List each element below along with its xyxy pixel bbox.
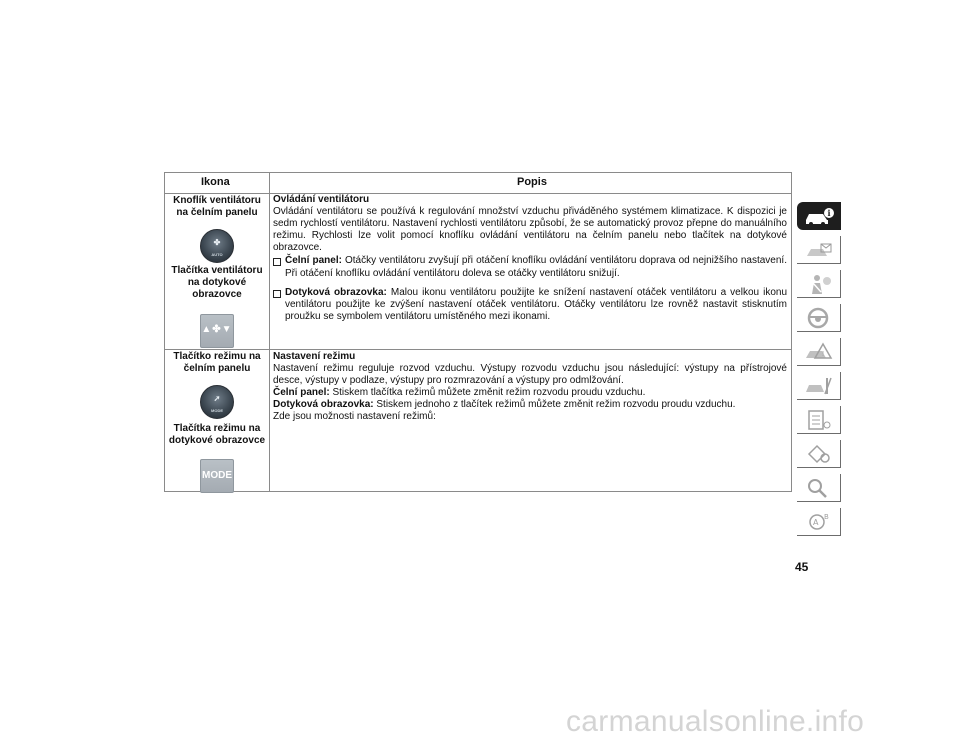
fan-knob-label: Knoflík ventilátoru na čelním panelu: [173, 195, 261, 218]
column-divider: [269, 173, 270, 491]
car-service-tools-icon[interactable]: [797, 372, 841, 400]
steering-wheel-icon[interactable]: [797, 304, 841, 332]
page-number: 45: [795, 560, 809, 574]
fan-bullet-front-panel: Čelní panel: Otáčky ventilátoru zvyšují při otáčení knoflíku ovládání ventilátoru doprava od nejnižšího nastavení. Při otáčení knoflíku ovládání ventilátoru doleva se otáčky ventilátoru snižují.: [273, 255, 787, 279]
car-breakdown-icon[interactable]: [797, 338, 841, 366]
languages-icon[interactable]: [797, 508, 841, 536]
mode-outro: Zde jsou možnosti nastavení režimů:: [273, 411, 436, 423]
mode-touch-button-icon: MODE: [200, 459, 234, 493]
mode-front-panel: Čelní panel: Stiskem tlačítka režimů můžete změnit režim rozvodu proudu vzduchu.: [273, 387, 646, 399]
mode-description: [273, 351, 787, 424]
fan-knob-icon: ✤ AUTO: [200, 229, 234, 263]
svg-text:i: i: [827, 208, 831, 218]
svg-text:A: A: [813, 518, 819, 527]
table-header: [165, 173, 791, 194]
specifications-icon[interactable]: [797, 406, 841, 434]
multimedia-icon[interactable]: [797, 440, 841, 468]
svg-text:B: B: [824, 513, 829, 521]
fan-title: Ovládání ventilátoru: [273, 194, 370, 205]
mode-touch-label: Tlačítka režimu na dotykové obrazovce: [168, 423, 266, 446]
fan-icon-cell: [165, 195, 269, 348]
mode-touchscreen: Dotyková obrazovka: Stiskem jednoho z tlačítek režimů můžete změnit režim rozvodu proudu vzduchu.: [273, 399, 736, 411]
mode-intro: Nastavení režimu reguluje rozvod vzduchu. Výstupy rozvodu vzduchu jsou následující: výstupy na přístrojové desce, výstupy v podlaze, výstupy pro rozmrazování a výstupy pro odmlžování.: [273, 363, 787, 387]
climate-controls-table: [164, 172, 792, 492]
svg-text:!: !: [821, 350, 825, 358]
row-divider: [165, 349, 791, 350]
mode-icon-cell: [165, 351, 269, 493]
fan-touch-buttons-icon: ▲✤▼: [200, 314, 234, 348]
fan-description: [273, 194, 787, 323]
fan-bullet-touchscreen: Dotyková obrazovka: Malou ikonu ventilátoru použijte ke snížení nastavení otáček ventilátoru a velkou ikonu ventilátoru použijte ke zvýšení nastavení otáček ventilátoru. Otáčky ventilátoru lze rovněž nastavit stisknutím proužku se symbolem ventilátoru umístěného mezi ikonami.: [273, 287, 787, 323]
mode-title: Nastavení režimu: [273, 351, 356, 362]
watermark: carmanualsonline.info: [566, 705, 865, 738]
mode-knob-icon: ➚ MODE: [200, 385, 234, 419]
mode-knob-label: Tlačítko režimu na čelním panelu: [173, 351, 261, 374]
seatbelt-airbag-icon[interactable]: [797, 270, 841, 298]
fan-touch-label: Tlačítka ventilátoru na dotykové obrazovce: [171, 265, 263, 300]
checkbox-bullet-icon: [273, 258, 281, 266]
header-description: Popis: [517, 176, 547, 188]
car-info-icon[interactable]: [797, 202, 841, 230]
header-icon: Ikona: [201, 176, 230, 188]
dashboard-lights-icon[interactable]: [797, 236, 841, 264]
checkbox-bullet-icon: [273, 290, 281, 298]
index-search-icon[interactable]: [797, 474, 841, 502]
fan-intro: Ovládání ventilátoru se používá k regulování množství vzduchu přiváděného systémem klimatizace. K dispozici je sedm rychlostí ventilátoru. Nastavení rychlosti ventilátoru způsobí, že se automatický provoz přepne do manuálního režimu. Rychlosti lze volit pomocí knoflíku ovládání ventilátoru na čelním panelu nebo tlačítek na dotykové obrazovce.: [273, 206, 787, 254]
